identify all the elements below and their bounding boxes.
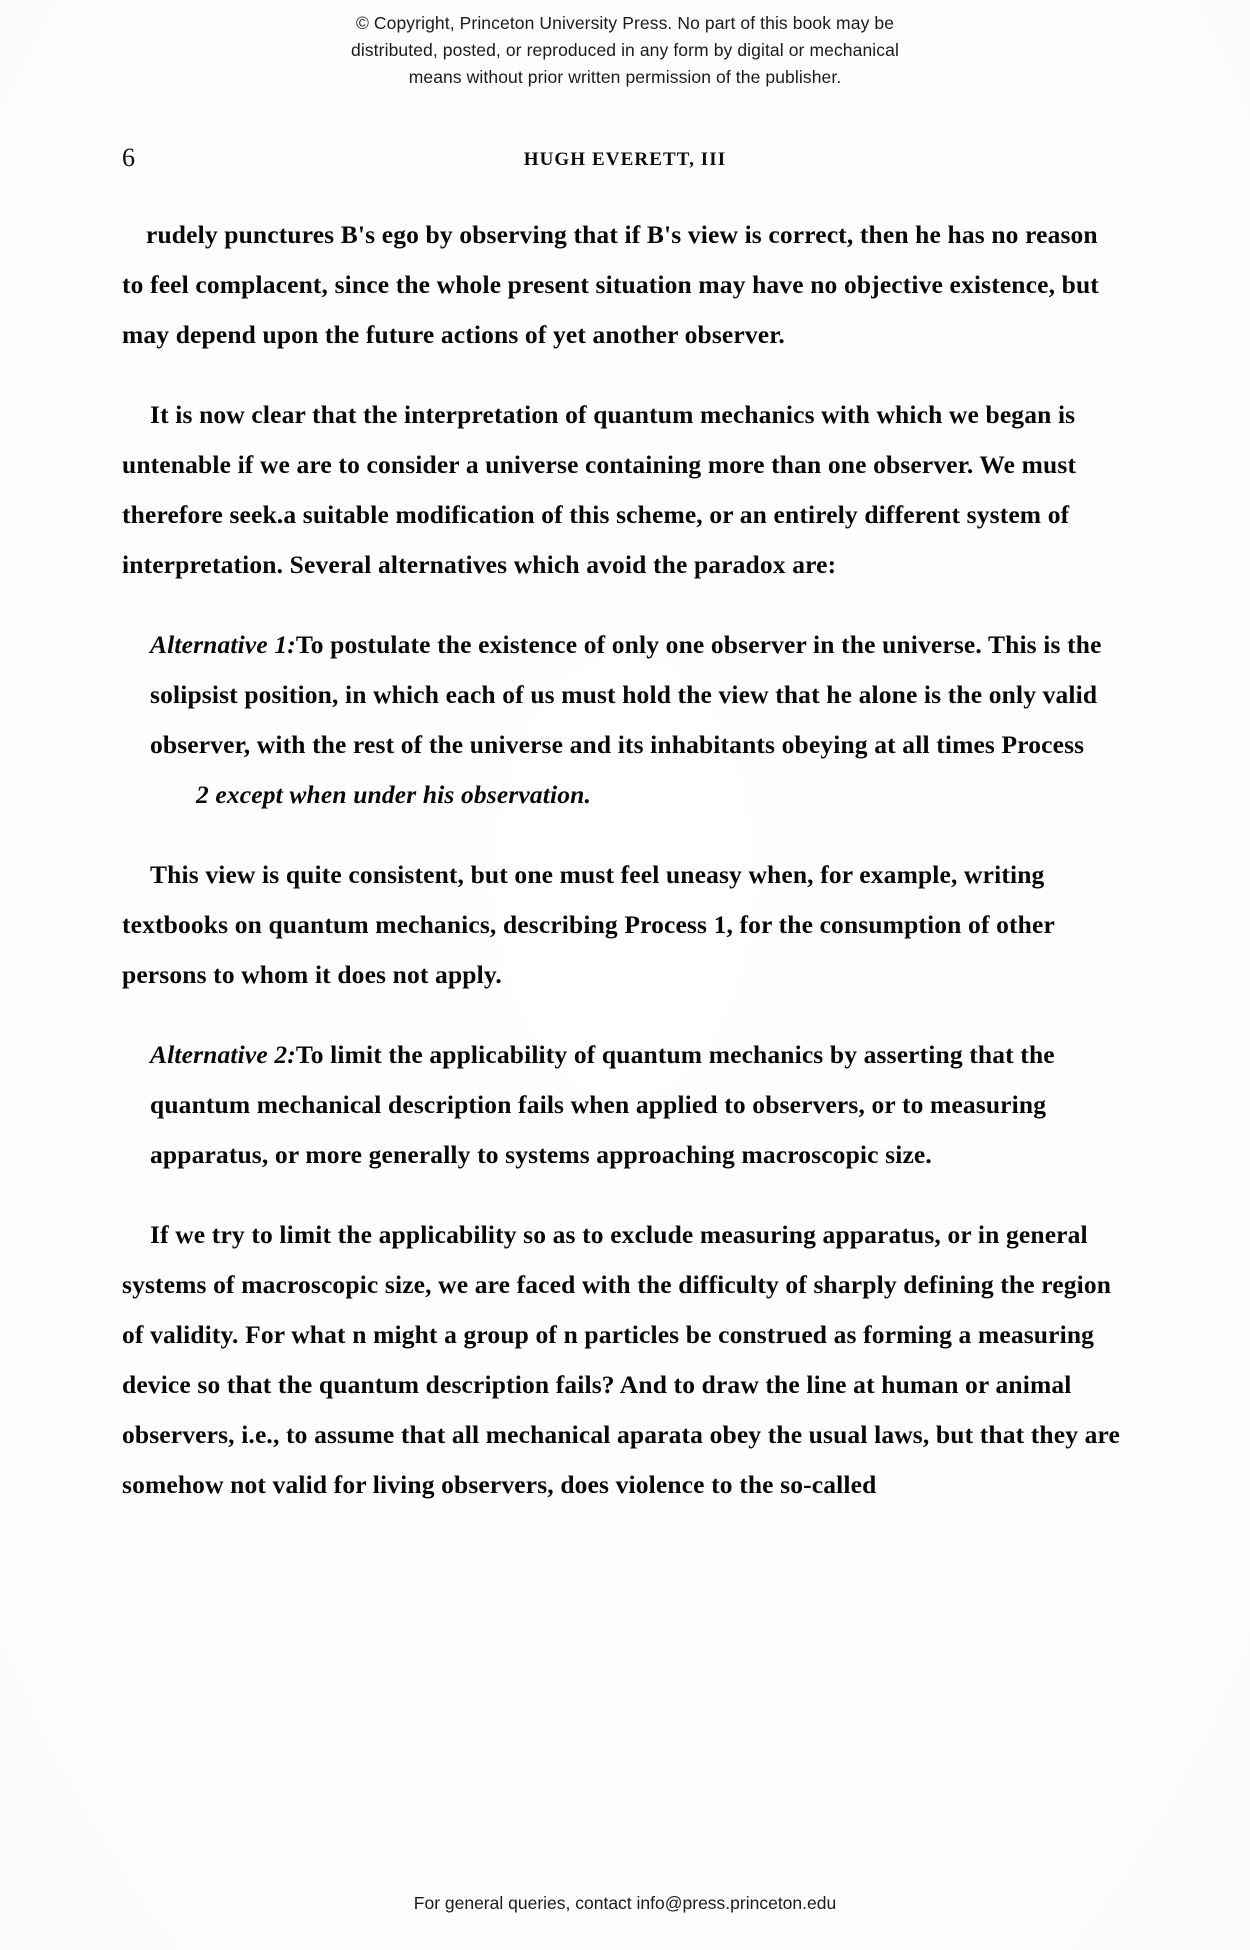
- copyright-line-3: means without prior written permission of the publisher.: [408, 67, 842, 88]
- paragraph-continuation: rudely punctures B's ego by observing that if B's view is correct, then he has no reason to feel complacent, since the whole present situation may have no objective existence, but may depend upon the future actions of yet another observer.: [122, 220, 1099, 349]
- copyright-line-1: © Copyright, Princeton University Press. No part of this book may be: [355, 13, 895, 33]
- alternative-2-text: To limit the applicability of quantum mechanics by asserting that the quantum mechanical description fails when applied to observers, or to measuring apparatus, or more generally to systems approaching macroscopic size.: [150, 1040, 1055, 1169]
- alternative-1-block: [122, 620, 1122, 820]
- alternative-1-text: To postulate the existence of only one observer in the universe. This is the solipsist position, in which each of us must hold the view that he alone is the only valid observer, with the rest of the universe and its inhabitants obeying at all times Process: [150, 630, 1102, 759]
- page-body: [122, 210, 1122, 1540]
- running-title: HUGH EVERETT, III: [523, 149, 727, 170]
- alternative-1-text-italic: 2 except when under his observation.: [196, 780, 592, 809]
- paragraph-applicability: If we try to limit the applicability so as to exclude measuring apparatus, or in general systems of macroscopic size, we are faced with the difficulty of sharply defining the region of validity. For what n might a group of n particles be construed as forming a measuring device so that the quantum description fails? And to draw the line at human or animal observers, i.e., to assume that all mechanical aparata obey the usual laws, but that they are somehow not valid for living observers, does violence to the so-called: [122, 1220, 1121, 1499]
- alternative-2-label: Alternative 2:: [150, 1040, 296, 1069]
- running-head: [0, 143, 1250, 179]
- paragraph-interpretation: It is now clear that the interpretation of quantum mechanics with which we began is untenable if we are to consider a universe containing more than one observer. We must therefore seek.a suitable modification of this scheme, or an entirely different system of interpretation. Several alternatives which avoid the paradox are:: [122, 400, 1077, 579]
- paragraph-solipsist-comment: This view is quite consistent, but one must feel uneasy when, for example, writing textbooks on quantum mechanics, describing Process 1, for the consumption of other persons to whom it does not apply.: [122, 860, 1055, 989]
- footer-queries: For general queries, contact info@press.princeton.edu: [413, 1893, 837, 1913]
- copyright-line-2: distributed, posted, or reproduced in any form by digital or mechanical: [351, 40, 899, 61]
- alternative-2-block: [122, 1030, 1122, 1180]
- copyright-notice: [0, 10, 1250, 91]
- alternative-1-label: Alternative 1:: [150, 630, 296, 659]
- page-number: 6: [122, 143, 135, 172]
